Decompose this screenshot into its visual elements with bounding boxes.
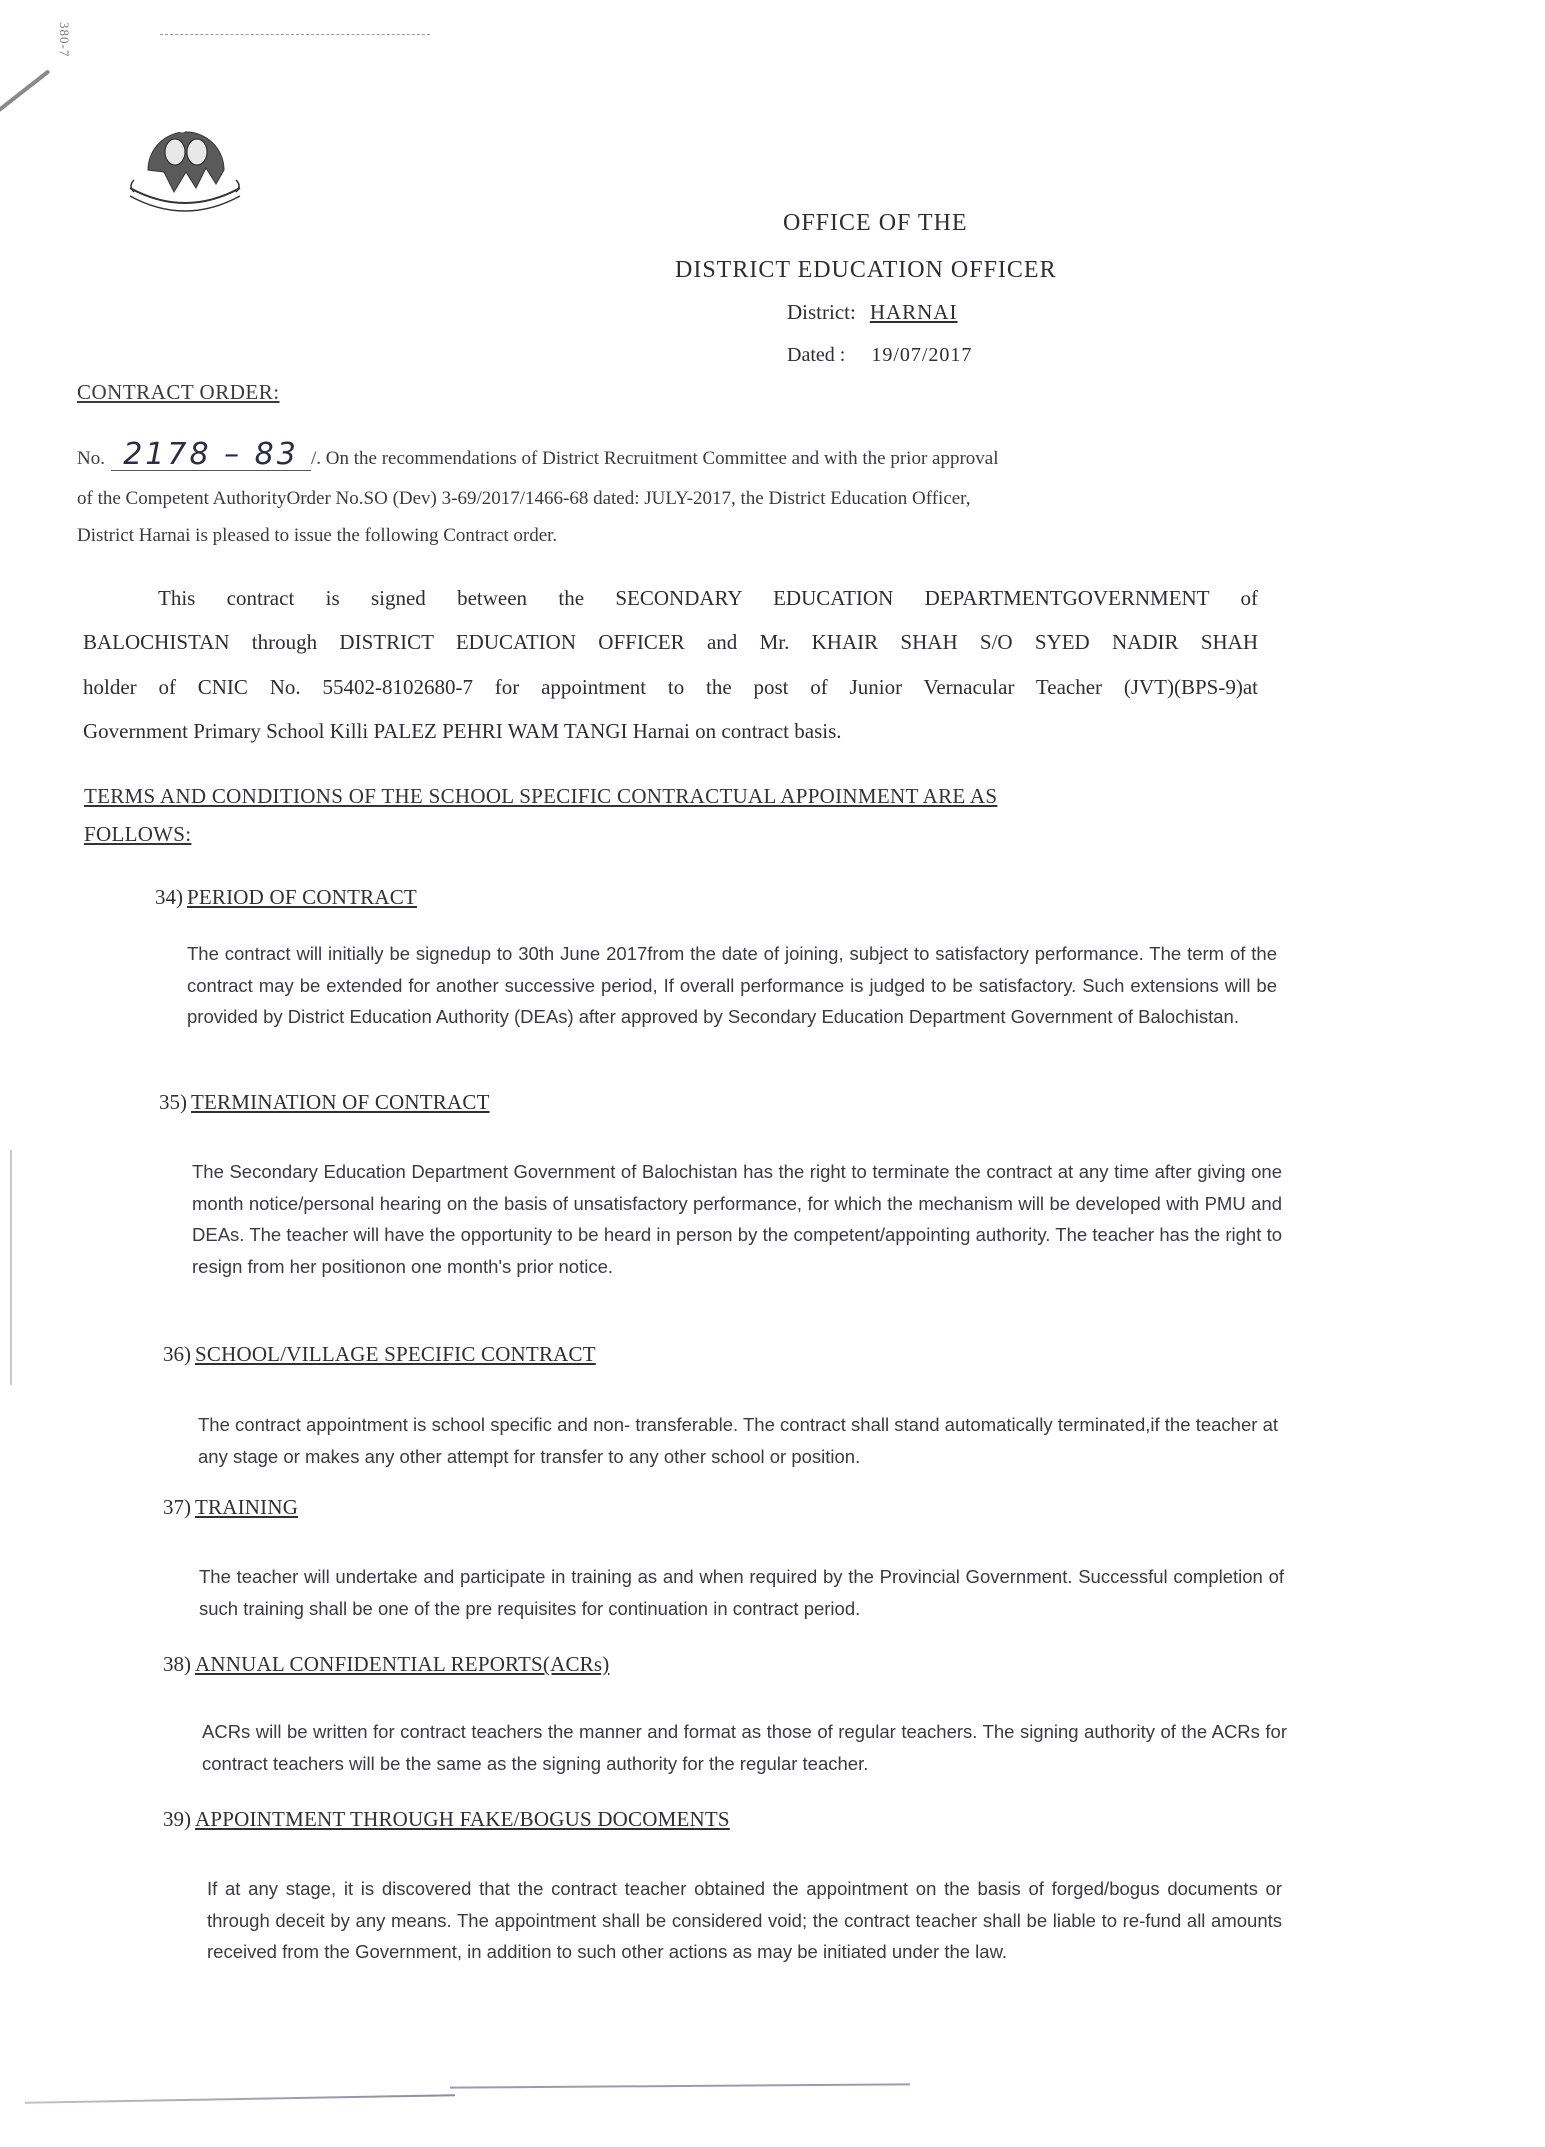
order-line-1-text: /. On the recommendations of District Recruitment Committee and with the prior approval: [310, 448, 999, 469]
terms-heading-cont: FOLLOWS:: [84, 822, 192, 846]
scan-artifact-bottom-line: [450, 2083, 910, 2088]
order-number-handwritten: 2178 – 83: [111, 440, 311, 471]
officer-heading: DISTRICT EDUCATION OFFICER: [675, 257, 1057, 283]
section-title-period-of-contract: 34) PERIOD OF CONTRACT: [155, 885, 417, 909]
agreement-line-2: BALOCHISTAN through DISTRICT EDUCATION OFFICER and Mr. KHAIR SHAH S/O SYED NADIR SHAH: [83, 630, 1258, 654]
section-body-school-specific: The contract appointment is school specific and non- transferable. The contract shall stand automatically terminated,if the teacher at any stage or makes any other attempt for transfer to any other school or position.: [198, 1414, 1278, 1467]
section-title-school-specific: 36) SCHOOL/VILLAGE SPECIFIC CONTRACT: [163, 1342, 596, 1366]
scan-artifact-pen-mark: [0, 69, 50, 115]
scan-artifact-line: [160, 34, 430, 35]
section-body-period-of-contract: The contract will initially be signedup to 30th June 2017from the date of joining, subject to satisfactory performance. The term of the contract may be extended for another successive period, If overall performance is judged to be satisfactory. Such extensions will be provided by District Education Authority (DEAs) after approved by Secondary Education Department Government of Balochistan.: [187, 943, 1277, 1027]
office-heading: OFFICE OF THE: [783, 210, 968, 236]
section-body-termination: The Secondary Education Department Government of Balochistan has the right to terminate the contract at any time after giving one month notice/personal hearing on the basis of unsatisfactory performance, for which the mechanism will be developed with PMU and DEAs. The teacher will have the opportunity to be heard in person by the competent/appointing authority. The teacher has the right to resign from her positionon one month's prior notice.: [192, 1161, 1282, 1277]
dated-value: 19/07/2017: [871, 344, 973, 366]
order-no-label: No.: [77, 448, 105, 469]
handwritten-stamp-number: 380-7: [57, 22, 72, 58]
contract-order-heading: CONTRACT ORDER:: [77, 380, 280, 404]
district-value: HARNAI: [869, 300, 958, 324]
agreement-line-3: holder of CNIC No. 55402-8102680-7 for appointment to the post of Junior Vernacular Teacher (JVT)(BPS-9)at: [83, 675, 1258, 699]
government-emblem-icon: [120, 100, 250, 225]
order-line-3: District Harnai is pleased to issue the following Contract order.: [77, 525, 558, 546]
district-row: [787, 300, 958, 325]
agreement-line-4: Government Primary School Killi PALEZ PEHRI WAM TANGI Harnai on contract basis.: [83, 719, 842, 743]
scan-artifact-edge: [10, 1150, 12, 1385]
terms-heading: TERMS AND CONDITIONS OF THE SCHOOL SPECIFIC CONTRACTUAL APPOINMENT ARE AS: [84, 784, 998, 808]
section-body-acrs: ACRs will be written for contract teachers the manner and format as those of regular teachers. The signing authority of the ACRs for contract teachers will be the same as the signing authority for the regular teacher.: [202, 1721, 1287, 1774]
dated-label: Dated :: [787, 344, 846, 366]
section-body-training: The teacher will undertake and participate in training as and when required by the Provincial Government. Successful completion of such training shall be one of the pre requisites for continuation in contract period.: [199, 1566, 1284, 1619]
section-title-acrs: 38) ANNUAL CONFIDENTIAL REPORTS(ACRs): [163, 1652, 610, 1676]
scan-artifact-bottom-line: [25, 2094, 455, 2104]
section-title-termination: 35) TERMINATION OF CONTRACT: [159, 1090, 490, 1114]
dated-row: [787, 344, 972, 367]
order-line-2: of the Competent AuthorityOrder No.SO (Dev) 3-69/2017/1466-68 dated: JULY-2017, the District Education Officer,: [77, 488, 971, 509]
section-title-fake-documents: 39) APPOINTMENT THROUGH FAKE/BOGUS DOCOMENTS: [163, 1807, 730, 1831]
section-body-fake-documents: If at any stage, it is discovered that the contract teacher obtained the appointment on the basis of forged/bogus documents or through deceit by any means. The appointment shall be considered void; the contract teacher shall be liable to re-fund all amounts received from the Government, in addition to such other actions as may be initiated under the law.: [207, 1878, 1282, 1962]
agreement-line-1: This contract is signed between the SECONDARY EDUCATION DEPARTMENTGOVERNMENT of: [158, 586, 1258, 610]
order-line-1: [77, 437, 999, 472]
section-title-training: 37) TRAINING: [163, 1495, 299, 1519]
district-label: District:: [787, 300, 856, 324]
